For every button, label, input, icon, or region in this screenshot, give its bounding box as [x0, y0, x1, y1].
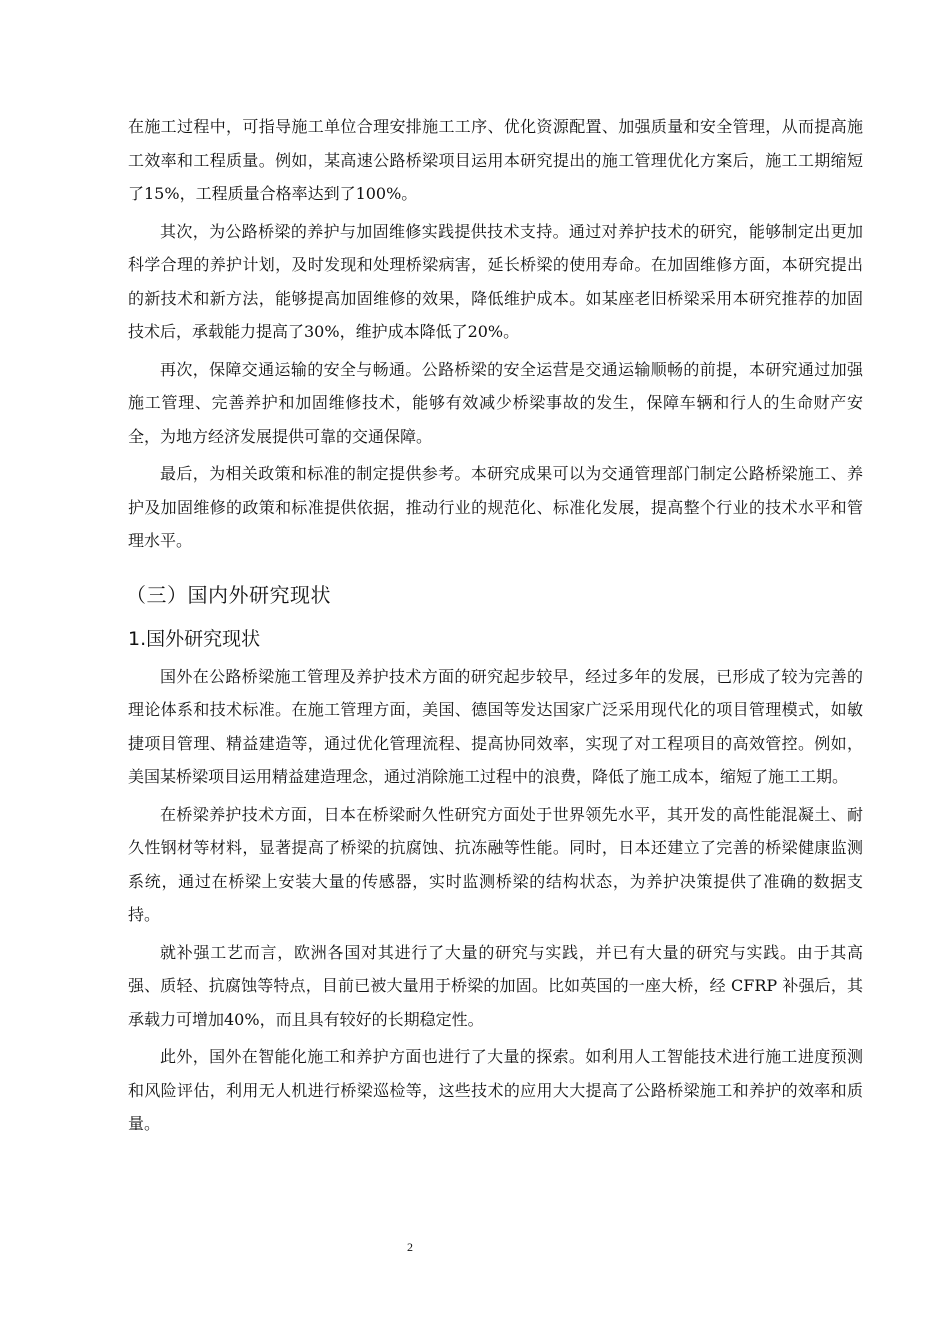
page-number: 2: [407, 1240, 413, 1254]
body-paragraph: 此外，国外在智能化施工和养护方面也进行了大量的探索。如利用人工智能技术进行施工进度预测和风险评估，利用无人机进行桥梁巡检等，这些技术的应用大大提高了公路桥梁施工和养护的效率和质量。: [128, 1047, 863, 1133]
body-paragraph: 在施工过程中，可指导施工单位合理安排施工工序、优化资源配置、加强质量和安全管理，从而提高施工效率和工程质量。例如，某高速公路桥梁项目运用本研究提出的施工管理优化方案后，施工工期缩短了15%，工程质量合格率达到了100%。: [128, 117, 863, 203]
body-paragraph: 国外在公路桥梁施工管理及养护技术方面的研究起步较早，经过多年的发展，已形成了较为完善的理论体系和技术标准。在施工管理方面，美国、德国等发达国家广泛采用现代化的项目管理模式，如敏捷项目管理、精益建造等，通过优化管理流程、提高协同效率，实现了对工程项目的高效管控。例如，美国某桥梁项目运用精益建造理念，通过消除施工过程中的浪费，降低了施工成本，缩短了施工工期。: [128, 666, 863, 786]
subsection-heading: 1.国外研究现状: [128, 627, 261, 650]
body-paragraph: 其次，为公路桥梁的养护与加固维修实践提供技术支持。通过对养护技术的研究，能够制定出更加科学合理的养护计划，及时发现和处理桥梁病害，延长桥梁的使用寿命。在加固维修方面，本研究提出的新技术和新方法，能够提高加固维修的效果，降低维护成本。如某座老旧桥梁采用本研究推荐的加固技术后，承载能力提高了30%，维护成本降低了20%。: [128, 221, 863, 341]
body-paragraph: 在桥梁养护技术方面，日本在桥梁耐久性研究方面处于世界领先水平，其开发的高性能混凝土、耐久性钢材等材料，显著提高了桥梁的抗腐蚀、抗冻融等性能。同时，日本还建立了完善的桥梁健康监测系统，通过在桥梁上安装大量的传感器，实时监测桥梁的结构状态，为养护决策提供了准确的数据支持。: [128, 804, 863, 924]
body-paragraph: 再次，保障交通运输的安全与畅通。公路桥梁的安全运营是交通运输顺畅的前提，本研究通过加强施工管理、完善养护和加固维修技术，能够有效减少桥梁事故的发生，保障车辆和行人的生命财产安全，为地方经济发展提供可靠的交通保障。: [128, 359, 863, 446]
section-heading: （三）国内外研究现状: [126, 582, 331, 607]
body-paragraph: 就补强工艺而言，欧洲各国对其进行了大量的研究与实践，并已有大量的研究与实践。由于其高强、质轻、抗腐蚀等特点，目前已被大量用于桥梁的加固。比如英国的一座大桥，经 CFRP 补强后，其承载力可增加40%，而且具有较好的长期稳定性。: [128, 942, 863, 1029]
body-paragraph: 最后，为相关政策和标准的制定提供参考。本研究成果可以为交通管理部门制定公路桥梁施工、养护及加固维修的政策和标准提供依据，推动行业的规范化、标准化发展，提高整个行业的技术水平和管理水平。: [128, 464, 863, 550]
page-body: [128, 110, 863, 1145]
